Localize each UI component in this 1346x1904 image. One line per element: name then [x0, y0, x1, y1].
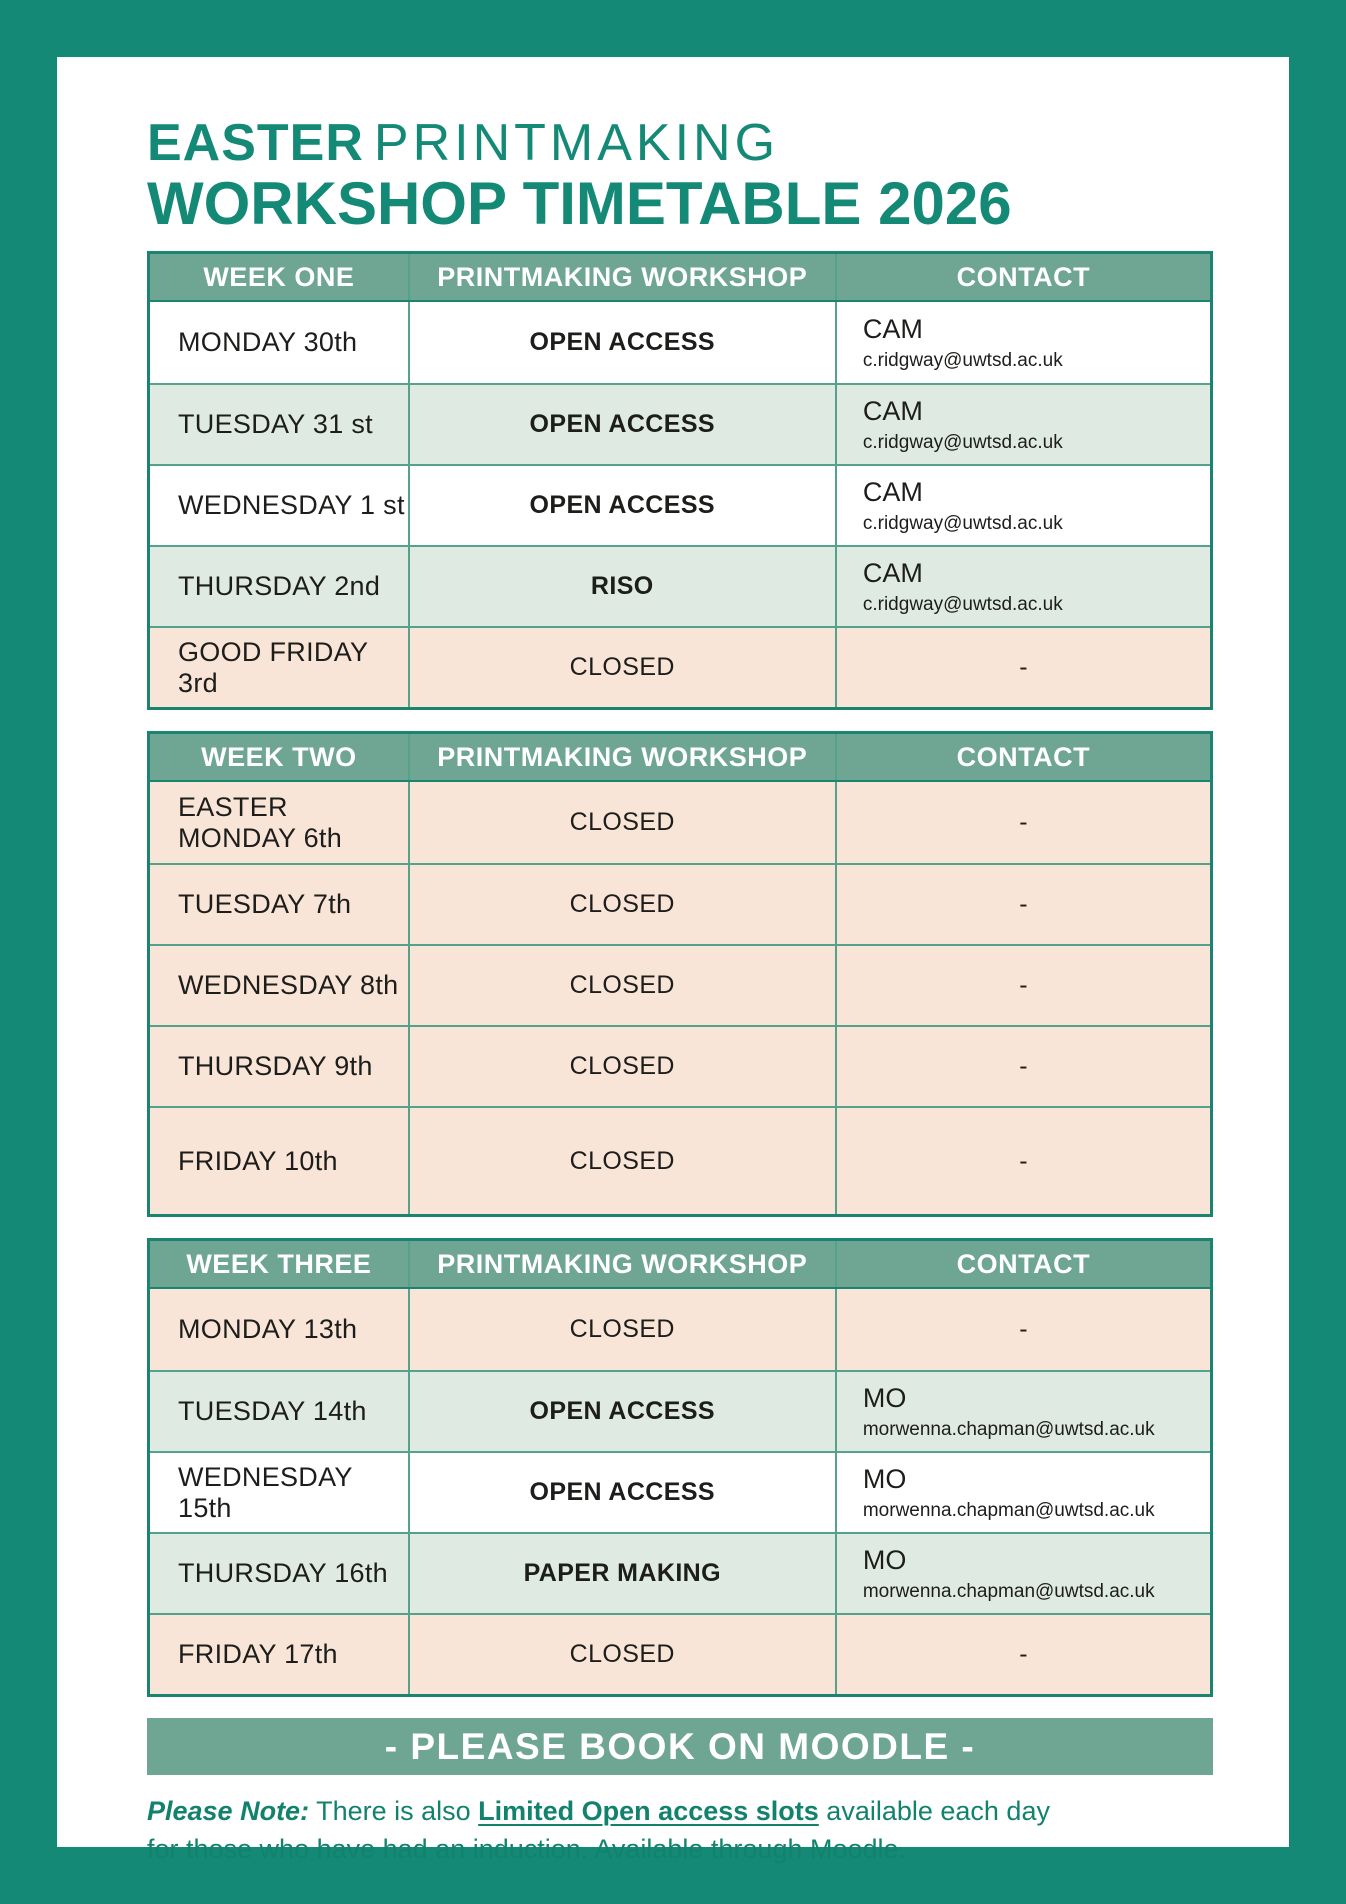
week-three-header-row [150, 1241, 1210, 1289]
title-line2: WORKSHOP TIMETABLE 2026 [147, 170, 1012, 238]
contact-cell [837, 1534, 1210, 1613]
note-label: Please Note: [147, 1796, 310, 1827]
day-cell: TUESDAY 14th [150, 1372, 410, 1451]
workshop-cell: PAPER MAKING [410, 1534, 837, 1613]
workshop-cell: CLOSED [410, 1108, 837, 1214]
banner-label: - PLEASE BOOK ON MOODLE - [384, 1725, 976, 1767]
week-two-table [147, 731, 1213, 1217]
note-underlined-text: Limited Open access slots [478, 1796, 819, 1827]
column-header: PRINTMAKING WORKSHOP [410, 734, 837, 780]
workshop-cell: OPEN ACCESS [410, 385, 837, 464]
workshop-cell: CLOSED [410, 1027, 837, 1106]
timetable-row [150, 1025, 1210, 1106]
week-one-table [147, 251, 1213, 710]
note-text-after: available each day for those who have had an induction. Available through Moodle. [147, 1796, 1050, 1864]
contact-cell [837, 547, 1210, 626]
workshop-cell: OPEN ACCESS [410, 302, 837, 383]
column-header: PRINTMAKING WORKSHOP [410, 254, 837, 300]
poster-content [57, 57, 1289, 1869]
day-cell: THURSDAY 9th [150, 1027, 410, 1106]
workshop-cell: OPEN ACCESS [410, 1453, 837, 1532]
column-header: CONTACT [956, 741, 1091, 772]
day-cell: WEDNESDAY 8th [150, 946, 410, 1025]
workshop-cell: OPEN ACCESS [410, 1372, 837, 1451]
timetable-row [150, 302, 1210, 383]
please-note [147, 1793, 1082, 1869]
column-header: WEEK ONE [150, 254, 410, 300]
workshop-cell: RISO [410, 547, 837, 626]
contact-dash: - [1019, 1052, 1028, 1081]
contact-dash: - [1019, 653, 1028, 682]
contact-cell [837, 385, 1210, 464]
day-cell: FRIDAY 17th [150, 1615, 410, 1694]
contact-dash: - [1019, 1640, 1028, 1669]
contact-dash: - [1019, 1315, 1028, 1344]
timetable-row [150, 1613, 1210, 1694]
week-three-table [147, 1238, 1213, 1697]
day-cell: TUESDAY 31 st [150, 385, 410, 464]
day-cell: GOOD FRIDAY 3rd [150, 628, 410, 707]
day-cell: EASTER MONDAY 6th [150, 782, 410, 863]
timetable-row [150, 626, 1210, 707]
week-one-body [150, 302, 1210, 707]
workshop-cell: CLOSED [410, 865, 837, 944]
timetable-row [150, 1451, 1210, 1532]
book-on-moodle-banner [147, 1718, 1213, 1775]
contact-name: MO [862, 1544, 907, 1575]
day-cell: MONDAY 13th [150, 1289, 410, 1370]
timetable-row [150, 1370, 1210, 1451]
day-cell: WEDNESDAY 1 st [150, 466, 410, 545]
day-cell: THURSDAY 2nd [150, 547, 410, 626]
contact-email: morwenna.chapman@uwtsd.ac.uk [862, 1418, 1155, 1440]
contact-name: CAM [862, 476, 923, 507]
contact-dash: - [1019, 971, 1028, 1000]
contact-cell [837, 302, 1210, 383]
note-text-before: There is also [309, 1796, 479, 1827]
page-title [147, 114, 1213, 238]
column-header: PRINTMAKING WORKSHOP [410, 1241, 837, 1287]
workshop-cell: CLOSED [410, 1289, 837, 1370]
contact-email: morwenna.chapman@uwtsd.ac.uk [862, 1580, 1155, 1602]
title-line1 [147, 115, 1213, 172]
day-cell: THURSDAY 16th [150, 1534, 410, 1613]
title-word-easter: EASTER [147, 114, 364, 172]
timetable-row [150, 1289, 1210, 1370]
contact-email: c.ridgway@uwtsd.ac.uk [862, 593, 1063, 615]
contact-dash: - [1019, 890, 1028, 919]
timetable-row [150, 464, 1210, 545]
week-one-header-row [150, 254, 1210, 302]
timetable-row [150, 1532, 1210, 1613]
timetable-row [150, 944, 1210, 1025]
column-header: CONTACT [956, 261, 1091, 292]
week-two-header-row [150, 734, 1210, 782]
day-cell: MONDAY 30th [150, 302, 410, 383]
timetable-row [150, 1106, 1210, 1214]
contact-cell [837, 466, 1210, 545]
contact-email: c.ridgway@uwtsd.ac.uk [862, 431, 1063, 453]
title-word-printmaking: PRINTMAKING [373, 114, 780, 172]
contact-cell [837, 1453, 1210, 1532]
workshop-cell: CLOSED [410, 782, 837, 863]
contact-name: MO [862, 1382, 907, 1413]
timetable-row [150, 545, 1210, 626]
day-cell: FRIDAY 10th [150, 1108, 410, 1214]
contact-cell [837, 1372, 1210, 1451]
column-header: WEEK THREE [150, 1241, 410, 1287]
contact-email: c.ridgway@uwtsd.ac.uk [862, 349, 1063, 371]
week-three-body [150, 1289, 1210, 1694]
week-two-body [150, 782, 1210, 1214]
contact-dash: - [1019, 1146, 1028, 1175]
contact-name: CAM [862, 395, 923, 426]
poster-page [57, 57, 1289, 1864]
column-header: WEEK TWO [150, 734, 410, 780]
timetable-row [150, 863, 1210, 944]
contact-name: CAM [862, 557, 923, 588]
day-cell: WEDNESDAY 15th [150, 1453, 410, 1532]
contact-email: c.ridgway@uwtsd.ac.uk [862, 512, 1063, 534]
contact-name: MO [862, 1463, 907, 1494]
timetable-row [150, 383, 1210, 464]
contact-name: CAM [862, 313, 923, 344]
workshop-cell: CLOSED [410, 628, 837, 707]
contact-dash: - [1019, 808, 1028, 837]
workshop-cell: OPEN ACCESS [410, 466, 837, 545]
workshop-cell: CLOSED [410, 1615, 837, 1694]
column-header: CONTACT [956, 1248, 1091, 1279]
contact-email: morwenna.chapman@uwtsd.ac.uk [862, 1499, 1155, 1521]
day-cell: TUESDAY 7th [150, 865, 410, 944]
workshop-cell: CLOSED [410, 946, 837, 1025]
timetable-row [150, 782, 1210, 863]
